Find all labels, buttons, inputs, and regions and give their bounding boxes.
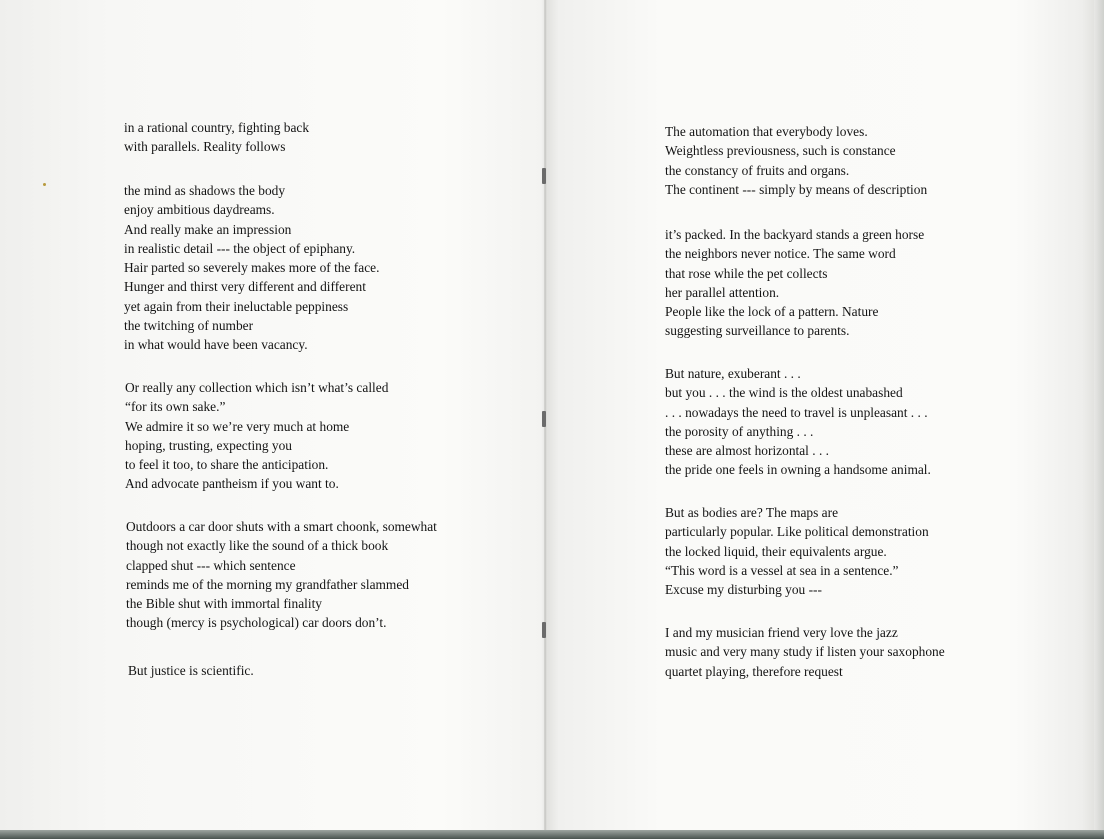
stanza (665, 623, 945, 681)
poem-line: though (mercy is psychological) car doors don’t. (126, 615, 387, 631)
poem-line: But justice is scientific. (128, 663, 254, 678)
left-page (0, 0, 544, 830)
poem-line: And advocate pantheism if you want to. (125, 476, 339, 492)
poem-line: Hunger and thirst very different and different (124, 279, 366, 295)
poem-line: I and my musician friend very love the jazz (665, 625, 898, 640)
poem-line: Weightless previousness, such is constance (665, 143, 896, 159)
scanner-edge (0, 830, 1104, 839)
poem-line: People like the lock of a pattern. Nature (665, 304, 879, 320)
poem-line: enjoy ambitious daydreams. (124, 202, 275, 218)
poem-line: suggesting surveillance to parents. (665, 323, 850, 339)
poem-line: But as bodies are? The maps are (665, 505, 839, 520)
poem-line: in a rational country, fighting back (124, 120, 310, 135)
poem-line: the Bible shut with immortal finality (126, 596, 323, 612)
page-edge (1094, 0, 1104, 830)
poem-line: Hair parted so severely makes more of the face. (124, 260, 380, 276)
poem-line: Or really any collection which isn’t what’s called (125, 380, 389, 395)
poem-line: yet again from their ineluctable peppiness (124, 298, 349, 314)
stanza (124, 118, 309, 157)
stanza (665, 503, 929, 599)
right-page (547, 0, 1094, 830)
poem-line: but you . . . the wind is the oldest unabashed (665, 385, 903, 401)
poem-line: reminds me of the morning my grandfather slammed (126, 576, 409, 592)
poem-line: her parallel attention. (665, 284, 780, 300)
stanza (665, 122, 927, 199)
poem-line: the twitching of number (124, 318, 254, 334)
stanza (126, 517, 437, 633)
stanza (128, 661, 254, 680)
poem-line: in what would have been vacancy. (124, 337, 308, 353)
poem-line: . . . nowadays the need to travel is unpleasant . . . (665, 404, 928, 420)
poem-line: Outdoors a car door shuts with a smart choonk, somewhat (126, 519, 437, 534)
poem-line: music and very many study if listen your saxophone (665, 644, 945, 660)
poem-line: We admire it so we’re very much at home (125, 418, 350, 434)
stanza (124, 181, 379, 355)
poem-line: the mind as shadows the body (124, 183, 286, 198)
poem-line: the constancy of fruits and organs. (665, 162, 850, 178)
stanza (125, 378, 388, 494)
poem-line: though not exactly like the sound of a thick book (126, 538, 389, 554)
poem-line: hoping, trusting, expecting you (125, 437, 292, 453)
poem-line: Excuse my disturbing you --- (665, 582, 822, 598)
poem-line: “This word is a vessel at sea in a sentence.” (665, 562, 899, 578)
stanza (665, 364, 931, 480)
poem-line: to feel it too, to share the anticipation. (125, 457, 329, 473)
poem-line: “for its own sake.” (125, 399, 226, 415)
poem-line: clapped shut --- which sentence (126, 557, 296, 573)
stanza (665, 225, 924, 341)
poem-line: The automation that everybody loves. (665, 124, 868, 139)
poem-line: the locked liquid, their equivalents argue. (665, 543, 887, 559)
poem-line: quartet playing, therefore request (665, 663, 843, 679)
poem-line: these are almost horizontal . . . (665, 443, 829, 459)
poem-line: The continent --- simply by means of description (665, 181, 928, 197)
poem-line: And really make an impression (124, 221, 292, 237)
poem-line: it’s packed. In the backyard stands a green horse (665, 227, 925, 242)
poem-line: the neighbors never notice. The same word (665, 246, 896, 262)
poem-line: But nature, exuberant . . . (665, 366, 801, 381)
poem-line: that rose while the pet collects (665, 265, 828, 281)
poem-line: the porosity of anything . . . (665, 423, 814, 439)
poem-line: with parallels. Reality follows (124, 139, 286, 155)
poem-line: particularly popular. Like political demonstration (665, 524, 929, 540)
poem-line: in realistic detail --- the object of epiphany. (124, 240, 356, 256)
poem-line: the pride one feels in owning a handsome animal. (665, 462, 931, 478)
